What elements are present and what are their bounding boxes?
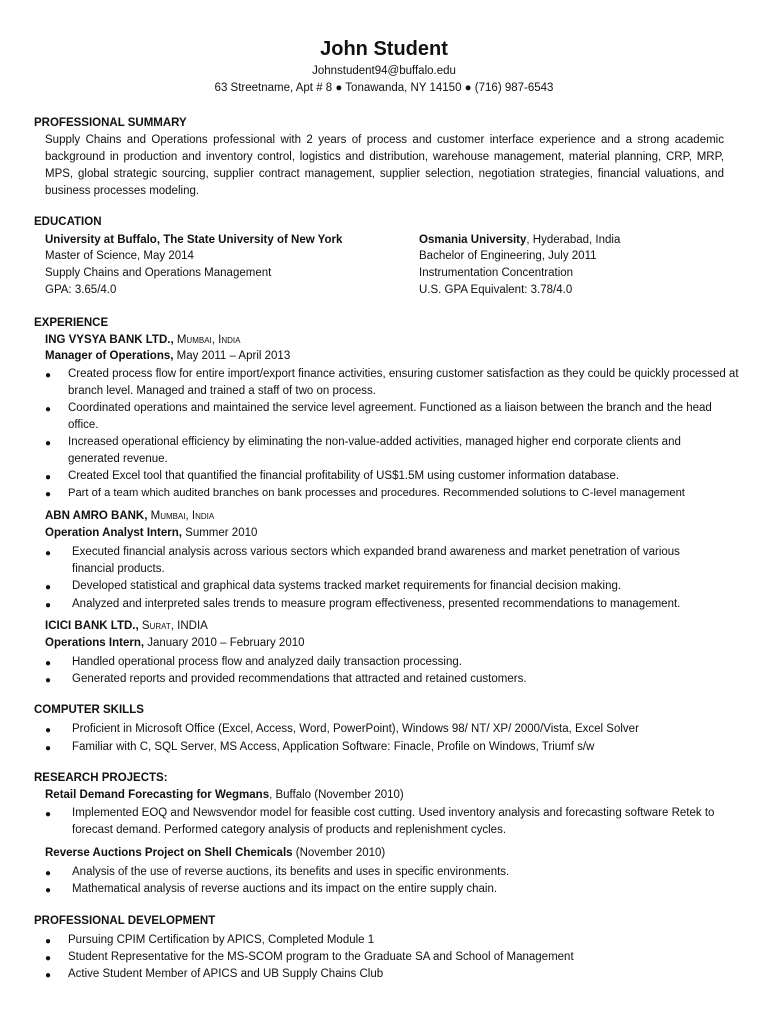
education-heading: EDUCATION — [34, 216, 102, 228]
research2-bullet-1: Analysis of the use of reverse auctions, its benefits and uses in specific environments. — [72, 866, 510, 878]
development-bullet-3: Active Student Member of APICS and UB Supply Chains Club — [68, 968, 384, 980]
bullet-icon: ● — [45, 438, 52, 449]
skills-heading: COMPUTER SKILLS — [34, 704, 144, 716]
experience-heading: EXPERIENCE — [34, 317, 109, 329]
job1-title-line — [45, 350, 290, 362]
address-line: 63 Streetname, Apt # 8 ● Tonawanda, NY 14150 ● (716) 987-6543 — [214, 82, 554, 94]
job2-bullet-3: Analyzed and interpreted sales trends to measure program effectiveness, presented recommendations to management. — [72, 598, 681, 610]
edu-left-school: University at Buffalo, The State University of New York — [45, 234, 343, 246]
job2-title: Operation Analyst Intern, — [45, 527, 182, 539]
bullet-icon: ● — [45, 600, 52, 611]
bullet-icon: ● — [45, 809, 52, 820]
bullet-icon: ● — [45, 472, 52, 483]
email: Johnstudent94@buffalo.edu — [312, 65, 456, 77]
job1-bullet-5: Part of a team which audited branches on bank processes and procedures. Recommended solutions to C-level management — [68, 487, 685, 499]
job1-bullet-4: Created Excel tool that quantified the financial profitability of US$1.5M using customer information database. — [68, 470, 620, 482]
bullet-icon: ● — [45, 548, 52, 559]
job3-bullet-2: Generated reports and provided recommendations that attracted and retained customers. — [72, 673, 527, 685]
job1-bullet-2: Coordinated operations and maintained the service level agreement. Functioned as a liaison between the branch and the head office. — [68, 402, 712, 431]
job2-company: ABN AMRO BANK, — [45, 510, 151, 522]
bullet-icon: ● — [45, 725, 52, 736]
job3-location-rest: , INDIA — [170, 620, 208, 632]
edu-right-location: , Hyderabad, India — [526, 234, 621, 246]
bullet-icon: ● — [45, 658, 52, 669]
job3-location: Surat — [141, 620, 171, 632]
bullet-icon: ● — [45, 936, 52, 947]
job2-bullet-1: Executed financial analysis across various sectors which expanded brand awareness and market penetration of various financial products. — [72, 546, 680, 575]
skills-bullet-2: Familiar with C, SQL Server, MS Access, Application Software: Finacle, Profile on Windows, Triumf s/w — [72, 741, 595, 753]
job2-dates: Summer 2010 — [181, 527, 258, 539]
edu-left-field: Supply Chains and Operations Management — [45, 267, 272, 279]
edu-right-school-line — [419, 234, 620, 246]
bullet-icon: ● — [45, 675, 52, 686]
candidate-name: John Student — [320, 38, 448, 60]
research2-title: Reverse Auctions Project on Shell Chemicals — [45, 847, 293, 859]
edu-right-degree: Bachelor of Engineering, July 2011 — [419, 250, 597, 262]
development-bullet-2: Student Representative for the MS-SCOM program to the Graduate SA and School of Management — [68, 951, 574, 963]
development-bullet-1: Pursuing CPIM Certification by APICS, Completed Module 1 — [68, 934, 375, 946]
research2-bullet-2: Mathematical analysis of reverse auctions and its impact on the entire supply chain. — [72, 883, 498, 895]
job2-title-line — [45, 527, 257, 539]
job1-bullet-3: Increased operational efficiency by eliminating the non-value-added activities, managed higher end corporate clients and generated revenue. — [68, 436, 681, 465]
research-heading: RESEARCH PROJECTS: — [34, 772, 168, 784]
job1-bullet-1: Created process flow for entire import/export finance activities, ensuring customer satisfaction as they could be quickly processed at branch level. Managed and trained a staff of two on process. — [68, 368, 739, 397]
job3-bullet-1: Handled operational process flow and analyzed daily transaction processing. — [72, 656, 462, 668]
bullet-icon: ● — [45, 970, 52, 981]
research2-title-line — [45, 847, 385, 859]
job1-company: ING VYSYA BANK LTD., — [45, 334, 177, 346]
bullet-icon: ● — [45, 582, 52, 593]
job2-bullet-2: Developed statistical and graphical data systems tracked market requirements for financial decision making. — [72, 580, 622, 592]
edu-right-school: Osmania University — [419, 234, 527, 246]
job3-title-line — [45, 637, 305, 649]
edu-left-degree: Master of Science, May 2014 — [45, 250, 194, 262]
research1-title: Retail Demand Forecasting for Wegmans — [45, 789, 270, 801]
bullet-icon: ● — [45, 404, 52, 415]
job3-company: ICICI BANK LTD., — [45, 620, 142, 632]
bullet-icon: ● — [45, 370, 52, 381]
skills-bullet-1: Proficient in Microsoft Office (Excel, Access, Word, PowerPoint), Windows 98/ NT/ XP/ 2000/Vista, Excel Solver — [72, 723, 639, 735]
bullet-icon: ● — [45, 953, 52, 964]
bullet-icon: ● — [45, 489, 52, 500]
job1-dates: May 2011 – April 2013 — [173, 350, 291, 362]
summary-text: Supply Chains and Operations professional with 2 years of process and customer interface experience and a strong academic background in production and inventory control, logistics and distribution, warehouse management, material planning, CRP, MRP, MPS, global strategic sourcing, supplier contract management, supplier selection, negotiation strategies, financial valuations, and business processes modeling. — [45, 134, 724, 197]
development-heading: PROFESSIONAL DEVELOPMENT — [34, 915, 216, 927]
job1-company-line — [45, 334, 240, 346]
job3-title: Operations Intern, — [45, 637, 145, 649]
job3-company-line — [45, 620, 208, 632]
job1-location: Mumbai, India — [176, 334, 241, 346]
job1-title: Manager of Operations, — [45, 350, 174, 362]
bullet-icon: ● — [45, 868, 52, 879]
research1-title-line — [45, 789, 404, 801]
edu-right-field: Instrumentation Concentration — [419, 267, 574, 279]
bullet-icon: ● — [45, 885, 52, 896]
research2-meta: (November 2010) — [292, 847, 386, 859]
bullet-icon: ● — [45, 743, 52, 754]
research1-meta: , Buffalo (November 2010) — [269, 789, 404, 801]
edu-left-gpa: GPA: 3.65/4.0 — [45, 284, 117, 296]
job2-company-line — [45, 510, 214, 522]
job3-dates: January 2010 – February 2010 — [144, 637, 305, 649]
summary-heading: PROFESSIONAL SUMMARY — [34, 117, 187, 129]
job2-location: Mumbai, India — [150, 510, 215, 522]
edu-right-gpa: U.S. GPA Equivalent: 3.78/4.0 — [419, 284, 573, 296]
research1-bullet-1: Implemented EOQ and Newsvendor model for feasible cost cutting. Used inventory analysis and forecasting software Retek to forecast demand. Performed category analysis of products and replenishment cycles. — [72, 807, 715, 836]
